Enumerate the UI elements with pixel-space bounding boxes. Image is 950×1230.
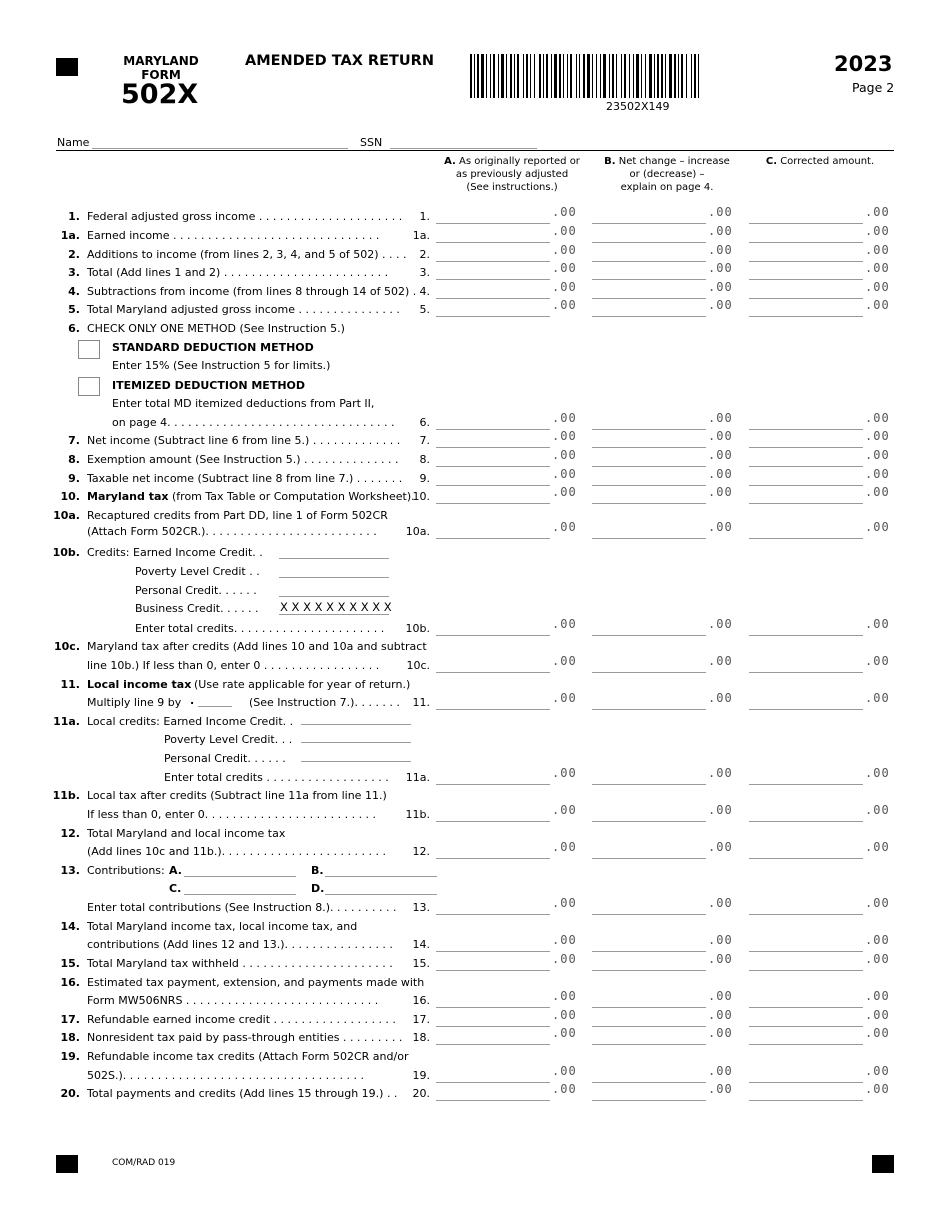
l2-col-b-cents: .00: [708, 243, 733, 257]
personal-credit-label: Personal Credit. . . . . .: [135, 584, 257, 597]
line-l17-label: Refundable earned income credit . . . . . . . . . . . . . . . . . .: [87, 1013, 396, 1026]
l9-col-a-input[interactable]: [436, 471, 550, 486]
barcode: [470, 54, 806, 98]
line-l9-label: Taxable net income (Subtract line 8 from line 7.) . . . . . . .: [87, 472, 403, 485]
contribution-b-label: B.: [311, 864, 324, 877]
l7-col-a-cents: .00: [552, 429, 577, 443]
line-l20-number: 20.: [60, 1087, 80, 1100]
name-label: Name: [57, 136, 90, 149]
line-l8-label: Exemption amount (See Instruction 5.) . . . . . . . . . . . . . .: [87, 453, 399, 466]
l13-col-c-cents: .00: [865, 896, 890, 910]
tax-year: 2023: [834, 52, 893, 76]
itemized-deduction-checkbox[interactable]: [78, 377, 100, 396]
line-l6-ref: 6.: [419, 416, 430, 429]
l14-col-c-input[interactable]: [749, 937, 863, 952]
l10a-col-c-cents: .00: [865, 520, 890, 534]
line-l10a-label: Recaptured credits from Part DD, line 1 of Form 502CR: [87, 509, 388, 522]
l1a-col-c-cents: .00: [865, 224, 890, 238]
l3-col-c-input[interactable]: [749, 265, 863, 280]
line-l1a-ref: 1a.: [412, 229, 430, 242]
l2-col-b-input[interactable]: [592, 247, 706, 262]
local-earned-income-credit-input[interactable]: [301, 712, 411, 725]
l1a-col-b-cents: .00: [708, 224, 733, 238]
column-c-header: C. Corrected amount.: [765, 156, 875, 167]
line-l9-number: 9.: [68, 472, 80, 485]
line-l12-ref: 12.: [412, 845, 430, 858]
line-l10a-ref: 10a.: [405, 525, 430, 538]
line-l10b-number: 10b.: [52, 546, 80, 559]
l10-col-b-cents: .00: [708, 485, 733, 499]
l10a-col-a-cents: .00: [552, 520, 577, 534]
line-l8-number: 8.: [68, 453, 80, 466]
l9-col-c-input[interactable]: [749, 471, 863, 486]
l3-col-b-cents: .00: [708, 261, 733, 275]
l7-col-b-input[interactable]: [592, 433, 706, 448]
contribution-c-input[interactable]: [184, 882, 296, 895]
line-l11-number: 11.: [60, 678, 80, 691]
line-l5-ref: 5.: [419, 303, 430, 316]
line-l16-ref: 16.: [412, 994, 430, 1007]
l9-col-b-input[interactable]: [592, 471, 706, 486]
line-l13-total-label: Enter total contributions (See Instruction 8.). . . . . . . . . .: [87, 901, 397, 914]
l10b-col-c-cents: .00: [865, 617, 890, 631]
l19-col-b-cents: .00: [708, 1064, 733, 1078]
l18-col-a-input[interactable]: [436, 1030, 550, 1045]
l10c-col-a-cents: .00: [552, 654, 577, 668]
l6-col-a-cents: .00: [552, 411, 577, 425]
l1a-col-a-input[interactable]: [436, 228, 550, 243]
l19-col-a-cents: .00: [552, 1064, 577, 1078]
line-l11-label-3: (See Instruction 7.). . . . . . .: [249, 696, 400, 709]
line-l10b-label: Credits: Earned Income Credit. .: [87, 546, 263, 559]
registration-mark-top-left: [56, 58, 78, 76]
barcode-icon: [470, 54, 806, 98]
l9-col-b-cents: .00: [708, 467, 733, 481]
l10c-col-a-input[interactable]: [436, 658, 550, 673]
l19-col-b-input[interactable]: [592, 1068, 706, 1083]
line-l16-label-2: Form MW506NRS . . . . . . . . . . . . . . . . . . . . . . . . . . . .: [87, 994, 379, 1007]
l13-col-a-input[interactable]: [436, 900, 550, 915]
line-l10-label: (from Tax Table or Computation Worksheet).: [172, 490, 415, 503]
l4-col-a-input[interactable]: [436, 284, 550, 299]
contribution-d-input[interactable]: [325, 882, 437, 895]
l11a-col-b-cents: .00: [708, 766, 733, 780]
line-l11b-label: Local tax after credits (Subtract line 11a from line 11.): [87, 789, 387, 802]
line-l10c-ref: 10c.: [406, 659, 430, 672]
line-l2-number: 2.: [68, 248, 80, 261]
local-poverty-credit-input[interactable]: [301, 730, 411, 743]
l16-col-c-cents: .00: [865, 989, 890, 1003]
line-l5-label: Total Maryland adjusted gross income . . . . . . . . . . . . . . .: [87, 303, 400, 316]
l20-col-a-cents: .00: [552, 1082, 577, 1096]
l2-col-a-input[interactable]: [436, 247, 550, 262]
l13-col-c-input[interactable]: [749, 900, 863, 915]
line-l9-ref: 9.: [419, 472, 430, 485]
business-credit-label: Business Credit. . . . . .: [135, 602, 259, 615]
l5-col-b-cents: .00: [708, 298, 733, 312]
l20-col-c-input[interactable]: [749, 1086, 863, 1101]
l10c-col-c-cents: .00: [865, 654, 890, 668]
l16-col-b-input[interactable]: [592, 993, 706, 1008]
l8-col-c-cents: .00: [865, 448, 890, 462]
line-l10c-label: Maryland tax after credits (Add lines 10 and 10a and subtract: [87, 640, 427, 653]
l11b-col-b-input[interactable]: [592, 807, 706, 822]
l12-col-b-cents: .00: [708, 840, 733, 854]
l7-col-b-cents: .00: [708, 429, 733, 443]
l19-col-c-input[interactable]: [749, 1068, 863, 1083]
line-l13-number: 13.: [60, 864, 80, 877]
l16-col-a-input[interactable]: [436, 993, 550, 1008]
l7-col-c-input[interactable]: [749, 433, 863, 448]
line-l14-label-2: contributions (Add lines 12 and 13.). . . . . . . . . . . . . . . .: [87, 938, 393, 951]
line-l13-label: Contributions:: [87, 864, 165, 877]
l6-col-b-cents: .00: [708, 411, 733, 425]
l18-col-c-cents: .00: [865, 1026, 890, 1040]
line-l15-ref: 15.: [412, 957, 430, 970]
l4-col-b-input[interactable]: [592, 284, 706, 299]
line-l3-label: Total (Add lines 1 and 2) . . . . . . . . . . . . . . . . . . . . . . . .: [87, 266, 389, 279]
l4-col-c-input[interactable]: [749, 284, 863, 299]
poverty-credit-input[interactable]: [279, 565, 389, 578]
l6-col-b-input[interactable]: [592, 415, 706, 430]
line-l16-label: Estimated tax payment, extension, and payments made with: [87, 976, 425, 989]
l17-col-c-input[interactable]: [749, 1012, 863, 1027]
l11a-col-a-input[interactable]: [436, 770, 550, 785]
line-l12-label: Total Maryland and local income tax: [87, 827, 286, 840]
line-l10b-total-label: Enter total credits. . . . . . . . . . . . . . . . . . . . . .: [135, 622, 385, 635]
l2-col-c-input[interactable]: [749, 247, 863, 262]
l1-col-c-cents: .00: [865, 205, 890, 219]
line-l19-number: 19.: [60, 1050, 80, 1063]
l15-col-a-input[interactable]: [436, 956, 550, 971]
l17-col-b-input[interactable]: [592, 1012, 706, 1027]
l11-col-c-cents: .00: [865, 691, 890, 705]
form-code: COM/RAD 019: [112, 1158, 176, 1168]
line-l10-ref: 10.: [412, 490, 430, 503]
l11b-col-b-cents: .00: [708, 803, 733, 817]
l8-col-b-input[interactable]: [592, 452, 706, 467]
line-l19-ref: 19.: [412, 1069, 430, 1082]
l10-col-a-cents: .00: [552, 485, 577, 499]
line-l2-ref: 2.: [419, 248, 430, 261]
l11b-col-a-input[interactable]: [436, 807, 550, 822]
line-l7-ref: 7.: [419, 434, 430, 447]
l10-col-c-input[interactable]: [749, 489, 863, 504]
line-l11b-ref: 11b.: [405, 808, 430, 821]
l10b-col-b-cents: .00: [708, 617, 733, 631]
l17-col-b-cents: .00: [708, 1008, 733, 1022]
l18-col-b-cents: .00: [708, 1026, 733, 1040]
l12-col-c-cents: .00: [865, 840, 890, 854]
l5-col-a-input[interactable]: [436, 302, 550, 317]
contribution-a-input[interactable]: [184, 864, 296, 877]
l12-col-a-input[interactable]: [436, 844, 550, 859]
form-number: 502X: [121, 79, 199, 110]
l14-col-c-cents: .00: [865, 933, 890, 947]
l8-col-a-cents: .00: [552, 448, 577, 462]
standard-deduction-label: STANDARD DEDUCTION METHOD: [112, 341, 314, 354]
line-l19-label-2: 502S.). . . . . . . . . . . . . . . . . . . . . . . . . . . . . . . . . . .: [87, 1069, 365, 1082]
line-l3-ref: 3.: [419, 266, 430, 279]
l12-col-a-cents: .00: [552, 840, 577, 854]
l2-col-c-cents: .00: [865, 243, 890, 257]
l17-col-c-cents: .00: [865, 1008, 890, 1022]
line-l11a-number: 11a.: [53, 715, 80, 728]
l6-col-a-input[interactable]: [436, 415, 550, 430]
business-credit-value: X X X X X X X X X X: [280, 600, 392, 614]
l18-col-b-input[interactable]: [592, 1030, 706, 1045]
local-rate-dot: .: [190, 694, 195, 707]
l1-col-b-cents: .00: [708, 205, 733, 219]
barcode-text: 23502X149: [606, 100, 670, 113]
itemized-deduction-label: ITEMIZED DEDUCTION METHOD: [112, 379, 306, 392]
line-l10c-label-2: line 10b.) If less than 0, enter 0 . . . . . . . . . . . . . . . . .: [87, 659, 380, 672]
line-l5-number: 5.: [68, 303, 80, 316]
line-l15-number: 15.: [60, 957, 80, 970]
l18-col-c-input[interactable]: [749, 1030, 863, 1045]
local-personal-credit-input[interactable]: [301, 749, 411, 762]
l10b-col-a-cents: .00: [552, 617, 577, 631]
contribution-c-label: C.: [169, 882, 182, 895]
line-l10-bold-label: Maryland tax: [87, 490, 169, 503]
l1-col-c-input[interactable]: [749, 209, 863, 224]
l11-col-b-cents: .00: [708, 691, 733, 705]
line-l14-label: Total Maryland income tax, local income tax, and: [87, 920, 358, 933]
line-l7-number: 7.: [68, 434, 80, 447]
line-l1a-number: 1a.: [60, 229, 80, 242]
l15-col-c-input[interactable]: [749, 956, 863, 971]
earned-income-credit-input[interactable]: [279, 546, 389, 559]
ssn-label: SSN: [360, 136, 383, 149]
business-credit-input: [279, 602, 389, 615]
l19-col-a-input[interactable]: [436, 1068, 550, 1083]
l10-col-b-input[interactable]: [592, 489, 706, 504]
l5-col-a-cents: .00: [552, 298, 577, 312]
l9-col-c-cents: .00: [865, 467, 890, 481]
l12-col-c-input[interactable]: [749, 844, 863, 859]
itemized-deduction-note: Enter total MD itemized deductions from Part II,: [112, 397, 375, 410]
line-l20-label: Total payments and credits (Add lines 15 through 19.) . .: [87, 1087, 398, 1100]
l7-col-a-input[interactable]: [436, 433, 550, 448]
page-title: AMENDED TAX RETURN: [245, 53, 434, 69]
contribution-a-label: A.: [169, 864, 182, 877]
l3-col-a-cents: .00: [552, 261, 577, 275]
l20-col-a-input[interactable]: [436, 1086, 550, 1101]
l15-col-c-cents: .00: [865, 952, 890, 966]
standard-deduction-checkbox[interactable]: [78, 340, 100, 359]
line-l10c-number: 10c.: [53, 640, 80, 653]
l16-col-a-cents: .00: [552, 989, 577, 1003]
l13-col-b-cents: .00: [708, 896, 733, 910]
l5-col-c-input[interactable]: [749, 302, 863, 317]
l10c-col-b-input[interactable]: [592, 658, 706, 673]
line-l11a-label: Local credits: Earned Income Credit. .: [87, 715, 294, 728]
l11b-col-a-cents: .00: [552, 803, 577, 817]
l14-col-b-input[interactable]: [592, 937, 706, 952]
line-l12-label-2: (Add lines 10c and 11b.). . . . . . . . . . . . . . . . . . . . . . . .: [87, 845, 387, 858]
l13-col-a-cents: .00: [552, 896, 577, 910]
contribution-d-label: D.: [311, 882, 325, 895]
local-personal-credit-label: Personal Credit. . . . . .: [164, 752, 286, 765]
l10a-col-b-input[interactable]: [592, 524, 706, 539]
l8-col-c-input[interactable]: [749, 452, 863, 467]
line-l14-number: 14.: [60, 920, 80, 933]
line-l1a-label: Earned income . . . . . . . . . . . . . . . . . . . . . . . . . . . . . .: [87, 229, 380, 242]
poverty-credit-label: Poverty Level Credit . .: [135, 565, 260, 578]
l10c-col-c-input[interactable]: [749, 658, 863, 673]
l10b-col-c-input[interactable]: [749, 621, 863, 636]
l6-col-c-cents: .00: [865, 411, 890, 425]
line-l11-bold-label: Local income tax: [87, 678, 192, 691]
line-l18-ref: 18.: [412, 1031, 430, 1044]
l9-col-a-cents: .00: [552, 467, 577, 481]
l11-col-c-input[interactable]: [749, 695, 863, 710]
line-l10b-ref: 10b.: [405, 622, 430, 635]
l1a-col-a-cents: .00: [552, 224, 577, 238]
line-l15-label: Total Maryland tax withheld . . . . . . . . . . . . . . . . . . . . . .: [87, 957, 393, 970]
l10-col-a-input[interactable]: [436, 489, 550, 504]
line-l1-number: 1.: [68, 210, 80, 223]
header-rule: [56, 150, 894, 151]
registration-mark-bottom-right: [872, 1155, 894, 1173]
l11a-col-c-input[interactable]: [749, 770, 863, 785]
line-l11-label-2: Multiply line 9 by: [87, 696, 182, 709]
itemized-deduction-note-2: on page 4. . . . . . . . . . . . . . . . . . . . . . . . . . . . . . . . .: [112, 416, 395, 429]
l20-col-c-cents: .00: [865, 1082, 890, 1096]
line-l7-label: Net income (Subtract line 6 from line 5.) . . . . . . . . . . . . .: [87, 434, 401, 447]
l11a-col-c-cents: .00: [865, 766, 890, 780]
line-l8-ref: 8.: [419, 453, 430, 466]
line-l10-number: 10.: [60, 490, 80, 503]
l10a-col-b-cents: .00: [708, 520, 733, 534]
line-l11a-total-label: Enter total credits . . . . . . . . . . . . . . . . . .: [164, 771, 389, 784]
line-l17-ref: 17.: [412, 1013, 430, 1026]
l14-col-b-cents: .00: [708, 933, 733, 947]
l13-col-b-input[interactable]: [592, 900, 706, 915]
line-l6-number: 6.: [68, 322, 80, 335]
personal-credit-input[interactable]: [279, 584, 389, 597]
line-l11a-ref: 11a.: [405, 771, 430, 784]
l1a-col-b-input[interactable]: [592, 228, 706, 243]
line-l11-ref: 11.: [412, 696, 430, 709]
line-l4-ref: 4.: [419, 285, 430, 298]
l8-col-b-cents: .00: [708, 448, 733, 462]
line-l13-ref: 13.: [412, 901, 430, 914]
page-number: Page 2: [852, 80, 895, 95]
l1-col-b-input[interactable]: [592, 209, 706, 224]
state-label: MARYLAND FORM: [123, 54, 199, 82]
name-field[interactable]: [92, 136, 348, 149]
l11a-col-b-input[interactable]: [592, 770, 706, 785]
l11-col-b-input[interactable]: [592, 695, 706, 710]
standard-deduction-note: Enter 15% (See Instruction 5 for limits.): [112, 359, 331, 372]
l10a-col-a-input[interactable]: [436, 524, 550, 539]
l4-col-a-cents: .00: [552, 280, 577, 294]
l7-col-c-cents: .00: [865, 429, 890, 443]
line-l10a-label-2: (Attach Form 502CR.). . . . . . . . . . . . . . . . . . . . . . . . .: [87, 525, 377, 538]
l11b-col-c-input[interactable]: [749, 807, 863, 822]
l1a-col-c-input[interactable]: [749, 228, 863, 243]
line-l20-ref: 20.: [412, 1087, 430, 1100]
l4-col-c-cents: .00: [865, 280, 890, 294]
l20-col-b-input[interactable]: [592, 1086, 706, 1101]
l1-col-a-input[interactable]: [436, 209, 550, 224]
ssn-field[interactable]: [390, 136, 537, 149]
column-a-header: A. As originally reported or as previously adjusted (See instructions.): [444, 156, 580, 193]
l14-col-a-input[interactable]: [436, 937, 550, 952]
line-l12-number: 12.: [60, 827, 80, 840]
line-l4-label: Subtractions from income (from lines 8 through 14 of 502) .: [87, 285, 417, 298]
l20-col-b-cents: .00: [708, 1082, 733, 1096]
l12-col-b-input[interactable]: [592, 844, 706, 859]
l16-col-c-input[interactable]: [749, 993, 863, 1008]
line-l14-ref: 14.: [412, 938, 430, 951]
l4-col-b-cents: .00: [708, 280, 733, 294]
line-l2-label: Additions to income (from lines 2, 3, 4, and 5 of 502) . . . .: [87, 248, 407, 261]
registration-mark-bottom-left: [56, 1155, 78, 1173]
line-l4-number: 4.: [68, 285, 80, 298]
l3-col-a-input[interactable]: [436, 265, 550, 280]
l8-col-a-input[interactable]: [436, 452, 550, 467]
line-l17-number: 17.: [60, 1013, 80, 1026]
l17-col-a-cents: .00: [552, 1008, 577, 1022]
l11b-col-c-cents: .00: [865, 803, 890, 817]
l14-col-a-cents: .00: [552, 933, 577, 947]
contribution-b-input[interactable]: [325, 864, 437, 877]
l10c-col-b-cents: .00: [708, 654, 733, 668]
line-l18-label: Nonresident tax paid by pass-through entities . . . . . . . . .: [87, 1031, 403, 1044]
line-l6-label: CHECK ONLY ONE METHOD (See Instruction 5.): [87, 322, 345, 335]
l10b-col-b-input[interactable]: [592, 621, 706, 636]
l11-col-a-cents: .00: [552, 691, 577, 705]
line-l1-ref: 1.: [419, 210, 430, 223]
line-l11b-label-2: If less than 0, enter 0. . . . . . . . . . . . . . . . . . . . . . . . .: [87, 808, 377, 821]
l17-col-a-input[interactable]: [436, 1012, 550, 1027]
line-l18-number: 18.: [60, 1031, 80, 1044]
l11a-col-a-cents: .00: [552, 766, 577, 780]
l6-col-c-input[interactable]: [749, 415, 863, 430]
l19-col-c-cents: .00: [865, 1064, 890, 1078]
l10a-col-c-input[interactable]: [749, 524, 863, 539]
l5-col-c-cents: .00: [865, 298, 890, 312]
line-l1-label: Federal adjusted gross income . . . . . . . . . . . . . . . . . . . . .: [87, 210, 403, 223]
l11-col-a-input[interactable]: [436, 695, 550, 710]
l16-col-b-cents: .00: [708, 989, 733, 1003]
line-l3-number: 3.: [68, 266, 80, 279]
l10-col-c-cents: .00: [865, 485, 890, 499]
l18-col-a-cents: .00: [552, 1026, 577, 1040]
line-l19-label: Refundable income tax credits (Attach Form 502CR and/or: [87, 1050, 409, 1063]
l15-col-b-cents: .00: [708, 952, 733, 966]
l1-col-a-cents: .00: [552, 205, 577, 219]
l5-col-b-input[interactable]: [592, 302, 706, 317]
line-l11-label: (Use rate applicable for year of return.): [194, 678, 411, 691]
line-l11b-number: 11b.: [52, 789, 80, 802]
l2-col-a-cents: .00: [552, 243, 577, 257]
l10b-col-a-input[interactable]: [436, 621, 550, 636]
column-b-header: B. Net change – increase or (decrease) – explain on page 4.: [604, 156, 730, 193]
line-l16-number: 16.: [60, 976, 80, 989]
l3-col-b-input[interactable]: [592, 265, 706, 280]
line-l10a-number: 10a.: [53, 509, 80, 522]
l15-col-b-input[interactable]: [592, 956, 706, 971]
l15-col-a-cents: .00: [552, 952, 577, 966]
l3-col-c-cents: .00: [865, 261, 890, 275]
local-poverty-credit-label: Poverty Level Credit. . .: [164, 733, 293, 746]
